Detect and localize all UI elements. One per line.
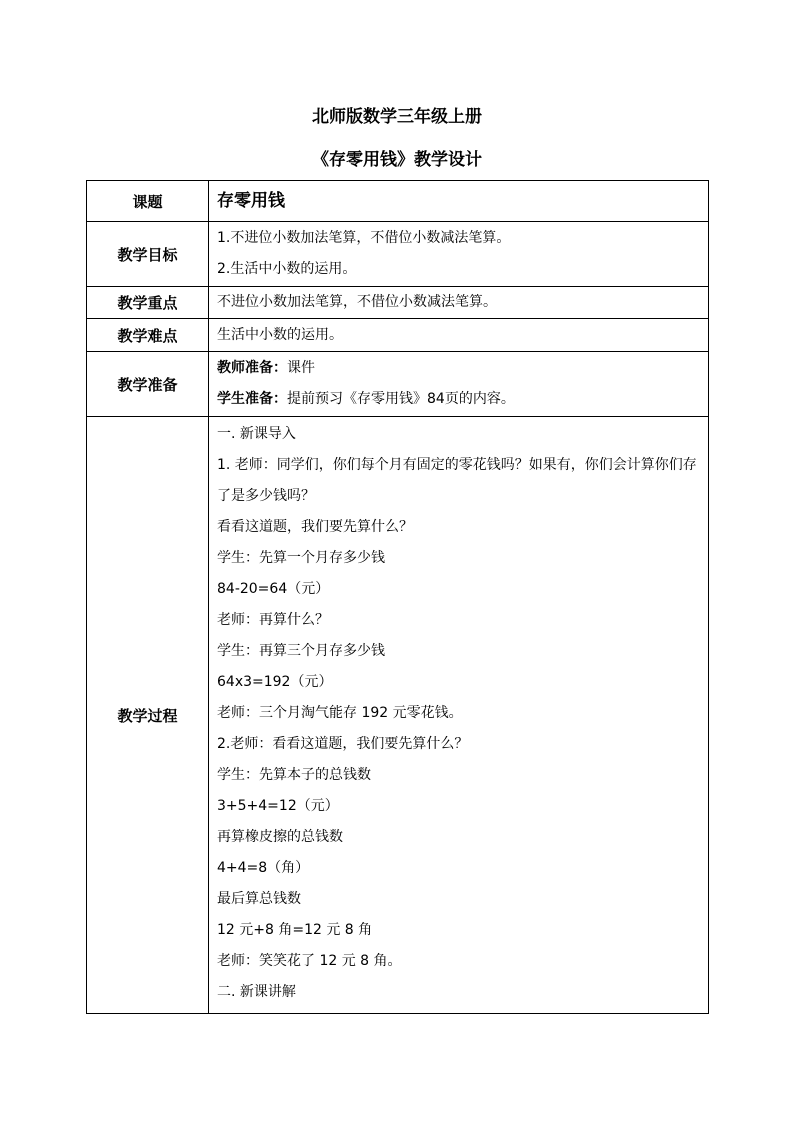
- process-line: 学生：先算一个月存多少钱: [217, 550, 385, 566]
- process-line: 一. 新课导入: [217, 426, 296, 442]
- teacher-prep-label: 教师准备：: [217, 360, 287, 376]
- process-line: 老师：三个月淘气能存 192 元零花钱。: [217, 705, 463, 721]
- process-line: 老师：笑笑花了 12 元 8 角。: [217, 953, 402, 969]
- student-prep-label: 学生准备：: [217, 391, 287, 407]
- student-prep-line: [217, 384, 702, 415]
- process-line: 学生：先算本子的总钱数: [217, 767, 371, 783]
- process-line: 看看这道题，我们要先算什么？: [217, 519, 413, 535]
- document-subtitle: 《存零用钱》教学设计: [312, 150, 482, 170]
- process-label: 教学过程: [87, 417, 209, 1014]
- process-line: 1. 老师：同学们，你们每个月有固定的零花钱吗？如果有，你们会计算你们存了是多少钱吗？: [217, 457, 697, 504]
- key-points-cell: [209, 287, 709, 319]
- preparation-cell: [209, 352, 709, 417]
- table-row-process: [87, 417, 709, 1014]
- process-line: 再算橡皮擦的总钱数: [217, 829, 343, 845]
- process-line: 最后算总钱数: [217, 891, 301, 907]
- table-row-topic: [87, 181, 709, 222]
- process-line: 12 元+8 角=12 元 8 角: [217, 922, 373, 938]
- table-row-difficulties: [87, 319, 709, 352]
- lesson-plan-table: [86, 180, 709, 1014]
- difficulties-value: 生活中小数的运用。: [217, 326, 343, 343]
- student-prep-value: 提前预习《存零用钱》84页的内容。: [287, 391, 515, 407]
- process-line: 64x3=192（元）: [217, 674, 333, 690]
- topic-label: 课题: [87, 181, 209, 222]
- goal-line: 1.不进位小数加法笔算，不借位小数减法笔算。: [217, 230, 511, 246]
- table-row-preparation: [87, 352, 709, 417]
- goals-cell: [209, 222, 709, 287]
- goals-label: 教学目标: [87, 222, 209, 287]
- goal-line: 2.生活中小数的运用。: [217, 261, 357, 277]
- teacher-prep-value: 课件: [287, 360, 315, 376]
- difficulties-cell: [209, 319, 709, 352]
- process-line: 二. 新课讲解: [217, 984, 296, 1000]
- process-line: 老师：再算什么？: [217, 612, 329, 628]
- key-points-label: 教学重点: [87, 287, 209, 319]
- process-line: 84-20=64（元）: [217, 581, 330, 597]
- table-row-key-points: [87, 287, 709, 319]
- process-line: 3+5+4=12（元）: [217, 798, 339, 814]
- preparation-label: 教学准备: [87, 352, 209, 417]
- key-points-value: 不进位小数加法笔算，不借位小数减法笔算。: [217, 294, 497, 310]
- process-line: 4+4=8（角）: [217, 860, 310, 876]
- topic-value: 存零用钱: [217, 191, 285, 211]
- process-line: 2.老师：看看这道题，我们要先算什么？: [217, 736, 469, 752]
- topic-cell: [209, 181, 709, 222]
- process-cell: [209, 417, 709, 1014]
- difficulties-label: 教学难点: [87, 319, 209, 352]
- teacher-prep-line: [217, 353, 702, 384]
- document-title: 北师版数学三年级上册: [312, 107, 482, 127]
- process-line: 学生：再算三个月存多少钱: [217, 643, 385, 659]
- table-row-goals: [87, 222, 709, 287]
